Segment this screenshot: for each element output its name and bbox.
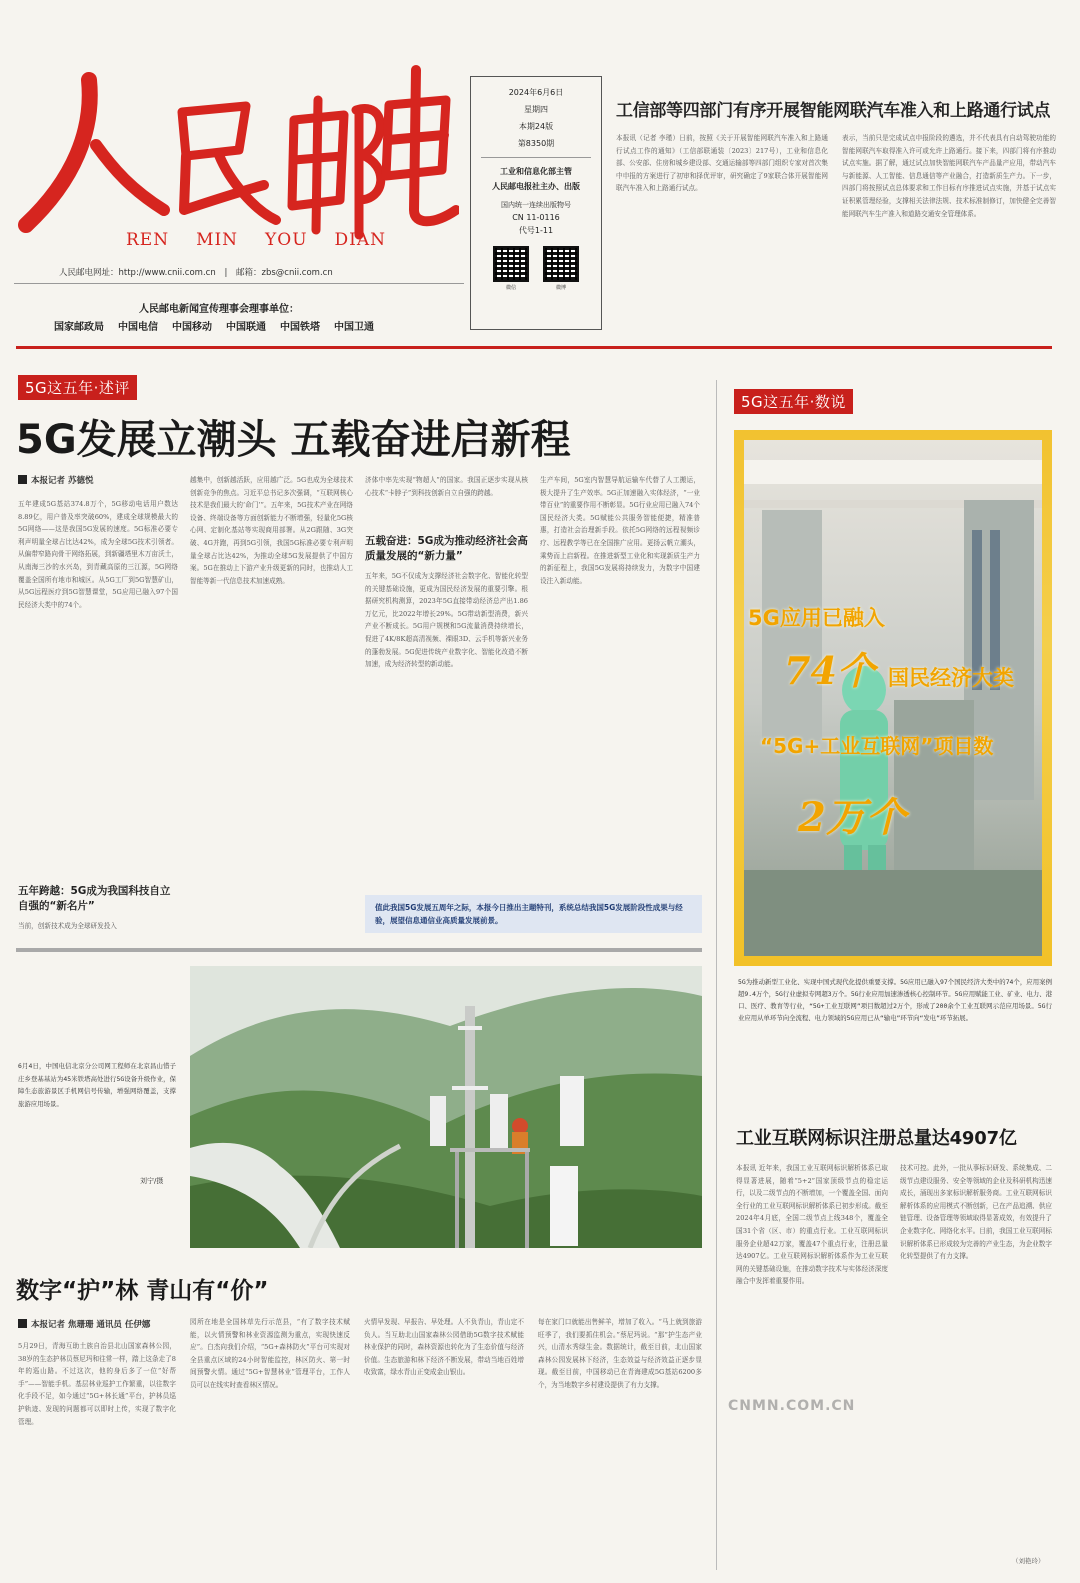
member-tower: 中国铁塔 <box>280 322 320 333</box>
forest-col1: 5月29日，青海互助土族自治县北山国家森林公园，38岁的生态护林员蔡尼玛和往常一样，踏上这条走了8年的巡山路。不过这次，他的身后多了一位“好帮手”——智能手机。基层林业巡护工作繁重，以往数字化手段不足，如今通过“5G+林长通”平台，护林员巡护轨迹、发现的问题都可以即时上传，实现了数字化管理。 <box>18 1342 176 1426</box>
issue-divider <box>481 157 591 158</box>
member-mobile: 中国移动 <box>172 322 212 333</box>
identity-headline[interactable]: 工业互联网标识注册总量达4907亿 <box>736 1128 1017 1149</box>
infographic-caption: 5G为推动新型工业化、实现中国式现代化提供重要支撑。5G应用已融入97个国民经济大类中的74个，应用案例超9.4万个，5G行业虚拟专网超3万个。5G行业应用加速渗透核心控制环节。5G应用赋能工业、矿业、电力、港口、医疗、教育等行业，“5G+工业互联网”项目数超过2万个，形成了200余个工业互联网示范应用场景。5G行业应用从单环节向全流程、电力领域的5G应用已从“输电”环节向“发电”环节拓展。 <box>738 978 1052 1022</box>
pinyin-min: MIN <box>196 230 239 250</box>
pinyin-you: YOU <box>265 230 308 250</box>
qr-wechat[interactable] <box>493 246 529 291</box>
issue-date: 2024年6月6日 <box>508 88 564 97</box>
masthead-contact: 人民邮电网址：http://www.cnii.com.cn | 邮箱：zbs@cnii.com.cn <box>59 268 333 278</box>
main-col1-tail: 当前，创新技术成为全球研发投入 <box>18 922 117 930</box>
top-article-col2: 表示，当前只是完成试点申报阶段的遴选，并不代表具有自动驾驶功能的智能网联汽车取得准入许可或允许上路通行。接下来，四部门将有序推动试点实施。据了解，通过试点加快智能网联汽车产品量产应用，带动汽车与新能源、人工智能、信息通信等产业融合，打造新质生产力。下一步，四部门将按照试点总体要求和工作目标有序推进试点实施，并基于试点实证积累管理经验，支撑相关法律法规、技术标准制修订，加快健全完善智能网联汽车生产准入和道路交通安全管理体系。 <box>842 134 1056 218</box>
forest-byline-marker <box>18 1319 27 1328</box>
main-headline[interactable]: 5G发展立潮头 五载奋进启新程 <box>16 417 571 463</box>
council-members <box>54 318 454 333</box>
issue-number: 第8350期 <box>517 139 555 148</box>
masthead-logo <box>14 60 459 240</box>
qr-row <box>471 246 601 291</box>
forest-col4: 每在家门口就能出售鲜羊，增加了收入。“马上就到旅游旺季了，我们要抓住机会。”蔡尼玛说。“那”护生态产业兴，山清水秀绿生金。数据统计，截至目前，北山国家森林公园发展林下经济，生态效益与经济效益正逐步显现。截至目前，中国移动已在青海建成5G基站6200多个，为当地数字乡村建设提供了有力支撑。 <box>538 1318 702 1389</box>
pinyin-dian: DIAN <box>334 230 386 250</box>
identity-author: （刘艳玲） <box>1012 1557 1045 1565</box>
issue-publisher: 人民邮电报社主办、出版 <box>492 182 580 191</box>
main-col1: 五年建成5G基站374.8万个，5G移动电话用户数达8.89亿，用户普及率突破60%，建成全球规模最大的5G网络——这是我国5G发展的速度。5G标准必要专利声明量全球占比达42%，成为全球5G技术引领者。从偏带窄路向骨干网络拓展，到新疆塔里木万亩沃土，从南海三沙的水兴岛，到青藏高原的三江源，5G网络覆盖全国所有地市和城区。从5G工厂到5G智慧矿山，从5G远程医疗到5G智慧课堂，5G应用已融入97个国民经济大类中的74个。 <box>18 500 178 609</box>
website-label[interactable]: 人民邮电网址：http://www.cnii.com.cn <box>59 268 216 278</box>
forest-byline-text: 本报记者 焦珊珊 通讯员 任伊娜 <box>31 1320 151 1330</box>
masthead-pinyin <box>126 230 386 250</box>
top-article-col1: 本报讯（记者 李瑾）日前，按照《关于开展智能网联汽车准入和上路通行试点工作的通知》（工信部联通装〔2023〕217号），工业和信息化部、公安部、住房和城乡建设部、交通运输部等四部门组织专家对首次集中申报的方案进行了初审和择优评审，研究确定了9家联合体开展智能网联汽车准入和上路通行试点。 <box>616 134 828 193</box>
member-satcom: 中国卫通 <box>334 322 374 333</box>
infographic-big1: 74个 <box>784 648 875 693</box>
infographic-line3: “5G+工业互联网”项目数 <box>760 734 994 758</box>
qr-wechat-code[interactable] <box>493 246 529 282</box>
photo-credit: 刘宁/摄 <box>140 1177 164 1185</box>
qr-weibo-code[interactable] <box>543 246 579 282</box>
issue-code: 代号1-11 <box>518 226 554 235</box>
main-col2: 越集中，创新越活跃，应用越广泛。5G也成为全球技术创新竞争的焦点。习近平总书记多次强调，“互联网核心技术是我们最大的‘命门’”。五年来，5G技术产业在网络设备、终端设备等方面创新能力不断增强，轻量化5G核心网、定制化基站等实现商用部署。从2G跟随、3G突破、4G并跑，再到5G引领，我国5G标准必要专利声明量全球占比达42%，为推动全球5G发展提供了中国方案。5G在推动上下游产业升级更新的同时，也推动人工智能等新一代信息技术加速成熟。 <box>190 476 353 585</box>
infographic[interactable] <box>734 430 1052 966</box>
mid-rule <box>16 948 702 952</box>
top-article <box>616 96 1056 336</box>
editor-note <box>365 895 702 933</box>
issue-box <box>470 76 602 330</box>
main-byline-text: 本报记者 苏德悦 <box>31 476 94 486</box>
infographic-line1: 5G应用已融入 <box>748 606 885 630</box>
contact-rule <box>14 283 464 284</box>
byline-marker <box>18 475 27 484</box>
tower-photo[interactable] <box>190 966 702 1248</box>
main-col4: 生产车间，5G室内智慧导航运输车代替了人工搬运，极大提升了生产效率。5G正加速融入实体经济，“一业带百业”的重要作用不断彰显。5G行业应用已融入74个国民经济大类。5G赋能公共服务智能便捷，精准普惠，打造社会治理新手段。依托5G网络的远程视频诊疗、远程教学等已在全国推广应用。更扬云帆立潮头，乘势而上启新程。在推进新型工业化和实现新质生产力的新征程上，我国5G发展将持续发力，为数字中国建设注入新动能。 <box>540 476 700 585</box>
section-kicker-data: 5G这五年·数说 <box>734 389 853 414</box>
member-post: 国家邮政局 <box>54 322 104 333</box>
main-col1-subhead: 五年跨越：5G成为我国科技自立自强的“新名片” <box>18 885 171 912</box>
issue-weekday: 星期四 <box>524 105 548 114</box>
issue-cn-label: 国内统一连续出版物号 <box>501 201 571 209</box>
issue-sponsor: 工业和信息化部主管 <box>500 167 572 176</box>
qr-wechat-label: 微信 <box>505 285 516 291</box>
infographic-line2: 国民经济大类 <box>888 666 1014 690</box>
section-kicker-review: 5G这五年·述评 <box>18 375 137 400</box>
factory-photo <box>744 440 1042 956</box>
council-title: 人民邮电新闻宣传理事会理事单位： <box>139 304 299 315</box>
identity-col1: 本报讯 近年来，我国工业互联网标识解析体系已取得显著进展，随着“5+2”国家顶级节点的稳定运行，以及二级节点的不断增加，一个覆盖全国、面向全行业的工业互联网标识解析体系已初步形成。截至2024年4月底，全国二级节点上线348个，覆盖全国31个省（区、市）的重点行业。工业互联网标识服务企业超42万家，覆盖47个重点行业，注册总量达4907亿。工业互联网标识解析体系作为工业互联网的关键基础设施，在推动数字技术与实体经济深度融合中发挥着重要作用。 <box>736 1164 888 1286</box>
forest-byline <box>18 1318 150 1330</box>
qr-weibo[interactable] <box>543 246 579 291</box>
issue-cn-number: CN 11-0116 <box>512 213 560 222</box>
main-byline <box>18 474 93 486</box>
pinyin-ren: REN <box>126 230 170 250</box>
main-col3-subhead: 五载奋进：5G成为推动经济社会高质量发展的“新力量” <box>365 535 528 562</box>
member-telecom: 中国电信 <box>118 322 158 333</box>
forest-col2: 园所在地是全国林草先行示范县，“有了数字技术赋能，以火情预警和林业资源监测为重点，实现快速反应”。白杰向我们介绍，“5G+森林防火”平台可实现对全县重点区域的24小时智能监控，林区防火、第一时间预警火情。通过“5G+智慧林业”管理平台，工作人员可以在线实时查看林区情况。 <box>190 1318 350 1389</box>
main-col3-body: 五年来，5G不仅成为支撑经济社会数字化、智能化转型的关键基础设施，更成为国民经济发展的重要引擎。根据研究机构测算，2023年5G直接带动经济总产出1.86万亿元，比2022年增长29%。5G带动新型消费，新兴产业不断成长。5G用户规模和5G流量消费持续增长，促进了4K/8K超高清视频、裸眼3D、云手机等新兴业务的蓬勃发展。5G促进传统产业数字化、智能化改造不断加速，成为经济转型的新动能。 <box>365 572 528 669</box>
column-divider <box>716 380 717 1200</box>
top-article-title[interactable]: 工信部等四部门有序开展智能网联汽车准入和上路通行试点 <box>616 101 1051 121</box>
main-col3-top: 济体中率先实现“物超人”的国家。我国正逐步实现从核心技术“卡脖子”到科技创新自立自强的跨越。 <box>365 476 528 497</box>
email-label[interactable]: 邮箱：zbs@cnii.com.cn <box>236 268 333 278</box>
masthead <box>14 60 464 350</box>
qr-weibo-label: 微博 <box>555 285 566 291</box>
photo-caption: 6月4日，中国电信北京分公司网工程师在北京昌山惜子庄乡登基基站为45米铁塔高处进行5G设备升级作业，保障生态旅游景区手机网信号传输，增强网络覆盖，支撑旅游应用场景。 <box>18 1062 176 1108</box>
tower-photo-image <box>190 966 702 1248</box>
forest-col3: 火情早发现、早报告、早处理。人不负青山，青山定不负人。当互助北山国家森林公园借助5G数字技术赋能林业保护的同时，森林资源也转化为了生态价值与经济价值。生态旅游和林下经济不断发展，带动当地百姓增收致富，绿水青山正变成金山银山。 <box>364 1318 524 1377</box>
forest-headline[interactable]: 数字“护”林 青山有“价” <box>16 1278 269 1304</box>
bottom-column-divider <box>716 1110 717 1570</box>
identity-col2: 技术可控。此外，一批从事标识研发、系统集成、二级节点建设服务、安全等领域的企业及科研机构迅速成长，涌现出多家标识解析服务商。工业互联网标识解析体系的应用模式不断创新，已在产品追溯、供应链管理、设备管理等领域取得显著成效，有效提升了企业数字化、网络化水平。目前，我国工业互联网标识解析体系已形成较为完善的产业生态，为企业数字化转型提供了有力支撑。 <box>900 1164 1052 1261</box>
editor-note-text: 值此我国5G发展五周年之际，本报今日推出主题特刊，系统总结我国5G发展阶段性成果与经验，展望信息通信业高质量发展前景。 <box>375 903 683 925</box>
watermark: CNMN.COM.CN <box>728 1398 856 1414</box>
header-rule-red <box>16 346 1052 349</box>
member-unicom: 中国联通 <box>226 322 266 333</box>
issue-edition: 本期24版 <box>518 122 554 131</box>
infographic-big2: 2万个 <box>798 794 906 841</box>
